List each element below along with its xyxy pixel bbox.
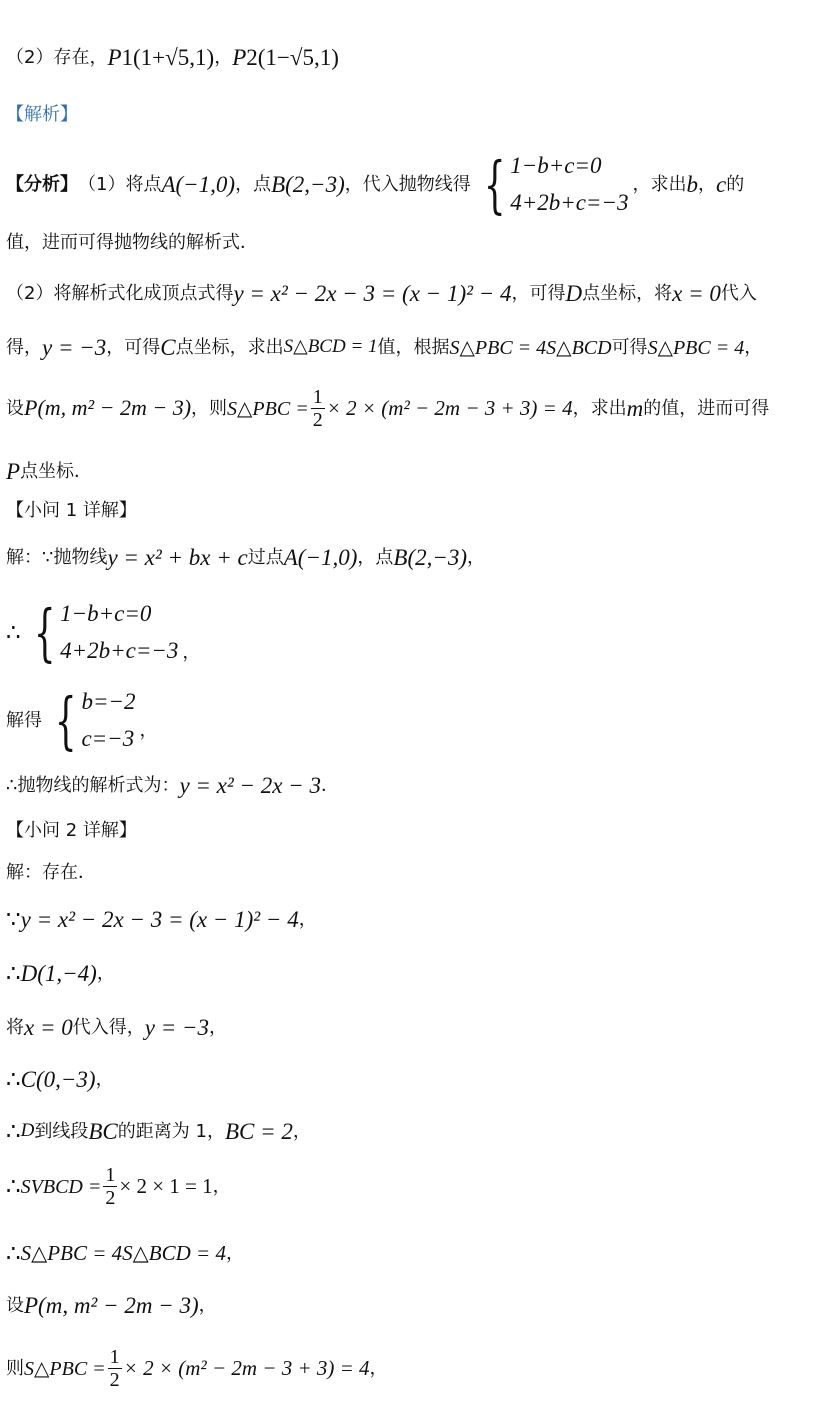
q2-line-2 [6,906,317,934]
equation-system [46,684,136,758]
y-minus-3: y = −3 [144,1015,209,1040]
analysis-text: （2）将解析式化成顶点式得 [6,283,234,304]
brace-icon: { [33,595,56,669]
therefore-symbol: ∴ [6,620,21,645]
q1-text: ， [139,720,158,741]
p1-coords: (1+√5,1) [133,45,215,70]
analysis-line-5 [6,386,769,431]
analysis-text: 得， [6,337,42,358]
analysis-label: 【分析】 [6,174,78,195]
s-relation: S△PBC = 4S△BCD [449,336,612,359]
fraction-denominator: 2 [109,1369,120,1391]
var-p: P [6,459,21,484]
point-c: C(0,−3) [20,1067,96,1092]
therefore-symbol: ∴ [6,961,21,986]
x-zero: x = 0 [672,281,721,306]
answer-prefix: （2）存在， [6,47,108,68]
s-pbc-four: S△PBC = 4 [647,336,745,359]
s-pbc-lhs: S△PBC = [227,397,309,420]
analysis-line-6 [6,458,92,486]
q1-text: 解得 [6,710,42,731]
q1-text: 解：∵抛物线 [6,547,108,568]
analysis-text: ，代入抛物线得 [344,174,471,195]
s-pbc-lhs: S△PBC = [24,1357,106,1380]
system-row: 1−b+c=0 [510,153,602,178]
q1-text: ，点 [357,547,394,568]
var-m: m [626,395,644,421]
analysis-text: 设 [6,397,24,419]
q2-line-8 [6,1240,244,1268]
q1-text: 过点 [247,547,284,568]
answer-separator: ， [214,47,233,68]
analysis-text: 点坐标，将 [582,283,673,304]
analysis-text: 点坐标，求出 [175,337,284,358]
s-bcd-lhs: SVBCD = [20,1175,102,1198]
therefore-symbol: ∴ [6,1119,21,1144]
q2-text: ， [208,1017,227,1038]
q2-text: 到线段 [34,1121,89,1142]
answer-part2-line [6,44,339,72]
q2-line-5 [6,1066,114,1094]
system-row: c=−3 [81,725,135,751]
vertex-equation: y = x² − 2x − 3 = (x − 1)² − 4 [233,281,512,306]
equation-system [25,596,179,670]
vertex-equation: y = x² − 2x − 3 = (x − 1)² − 4 [20,907,299,932]
analysis-text: 点坐标． [20,461,93,482]
var-c-point: C [160,335,176,360]
q2-line-10 [6,1346,388,1391]
system-row: 1−b+c=0 [60,601,152,626]
q2-text: ， [225,1243,244,1264]
q2-text: 的距离为 1， [117,1121,225,1142]
fraction [108,1346,122,1391]
q1-system-line [6,596,200,670]
q1-solve-line [6,684,158,758]
p2-subscript: 2 [246,45,258,70]
q1-text: ． [321,775,340,796]
fraction-numerator: 1 [312,386,323,408]
because-symbol: ∵ [6,907,21,932]
q2-line-3 [6,960,115,988]
s-pbc-equation: S△PBC = 4S△BCD = 4 [20,1241,226,1266]
q2-text: ， [95,1069,114,1090]
var-d: D [20,1120,35,1142]
analysis-text: 的值，进而可得 [643,397,770,419]
analysis-line-2: 值，进而可得抛物线的解析式． [6,232,258,253]
fraction-numerator: 1 [105,1164,116,1186]
analysis-text: 代入 [720,283,757,304]
system-row: 4+2b+c=−3 [60,637,179,663]
q2-text: ， [292,1121,311,1142]
analysis-line-4 [6,334,762,362]
p2-coords: (1−√5,1) [257,45,339,70]
parabola-equation: y = x² + bx + c [107,545,248,570]
p-definition: P(m, m² − 2m − 3) [24,1293,199,1318]
q2-text: 设 [6,1295,24,1316]
point-b: B(2,−3) [393,545,468,570]
q2-line-1: 解：存在． [6,862,96,883]
analysis-text: ，可得 [106,337,161,358]
x-zero: x = 0 [24,1015,73,1040]
p2-label: P [232,45,247,70]
q2-line-6 [6,1118,311,1146]
q2-text: ， [369,1357,388,1379]
therefore-symbol: ∴ [6,1067,21,1092]
q2-text: ， [298,909,317,930]
brace-icon: { [54,683,77,757]
q2-line-4 [6,1014,227,1042]
q2-line-9 [6,1292,217,1320]
fraction [311,386,325,431]
q1-result-line [6,772,339,800]
q1-text: ∴抛物线的解析式为： [6,775,180,796]
fraction-numerator: 1 [109,1346,120,1368]
q1-heading: 【小问 1 详解】 [6,500,137,521]
analysis-text: 的 [726,174,745,195]
analysis-text: ， [697,174,716,195]
system-row: 4+2b+c=−3 [510,189,629,215]
q2-text: ， [198,1295,217,1316]
point-d: D(1,−4) [20,961,97,986]
q1-text: ， [467,547,486,568]
analysis-text: ，求出 [572,397,627,419]
s-pbc-rhs: × 2 × (m² − 2m − 3 + 3) = 4 [123,1355,370,1380]
q2-text: 将 [6,1017,24,1038]
therefore-symbol: ∴ [6,1241,21,1266]
analysis-text: ，求出 [632,174,687,195]
analysis-line-1 [6,148,744,222]
therefore-symbol: ∴ [6,1173,21,1199]
fraction [103,1164,117,1209]
s-pbc-rhs: × 2 × (m² − 2m − 3 + 3) = 4 [326,395,573,420]
q2-line-7 [6,1164,231,1209]
analysis-text: 可得 [611,337,648,358]
p-definition: P(m, m² − 2m − 3) [24,395,192,421]
analysis-line-3 [6,280,757,308]
var-c: c [715,172,727,197]
y-minus-3: y = −3 [42,335,107,360]
q1-text: ， [182,642,201,663]
var-d: D [565,281,583,306]
point-a: A(−1,0) [161,172,236,197]
p1-label: P [107,45,122,70]
bc-equation: BC = 2 [224,1119,293,1144]
system-row: b=−2 [81,689,136,714]
q2-heading: 【小问 2 详解】 [6,820,137,841]
analysis-text: ，点 [235,174,272,195]
analysis-text: 值，根据 [377,337,450,358]
jiexi-heading: 【解析】 [6,104,78,125]
result-equation: y = x² − 2x − 3 [179,773,322,798]
analysis-text: ， [744,337,763,358]
equation-system [475,148,629,222]
point-a: A(−1,0) [283,545,358,570]
q2-text: ， [96,963,115,984]
segment-bc: BC [88,1119,118,1144]
analysis-text: ，可得 [511,283,566,304]
s-bcd-equation: S△BCD = 1 [283,336,378,358]
q1-line-1 [6,544,485,572]
p1-subscript: 1 [121,45,134,70]
fraction-denominator: 2 [312,409,323,431]
q2-text: 代入得， [72,1017,145,1038]
fraction-denominator: 2 [105,1187,116,1209]
s-bcd-rhs: × 2 × 1 = 1 [119,1173,213,1198]
point-b: B(2,−3) [271,172,345,197]
var-b: b [686,172,698,197]
brace-icon: { [483,147,506,221]
analysis-text: ，则 [191,397,228,419]
q2-text: 则 [6,1357,24,1379]
q2-text: ， [212,1175,231,1197]
analysis-text: （1）将点 [78,174,162,195]
